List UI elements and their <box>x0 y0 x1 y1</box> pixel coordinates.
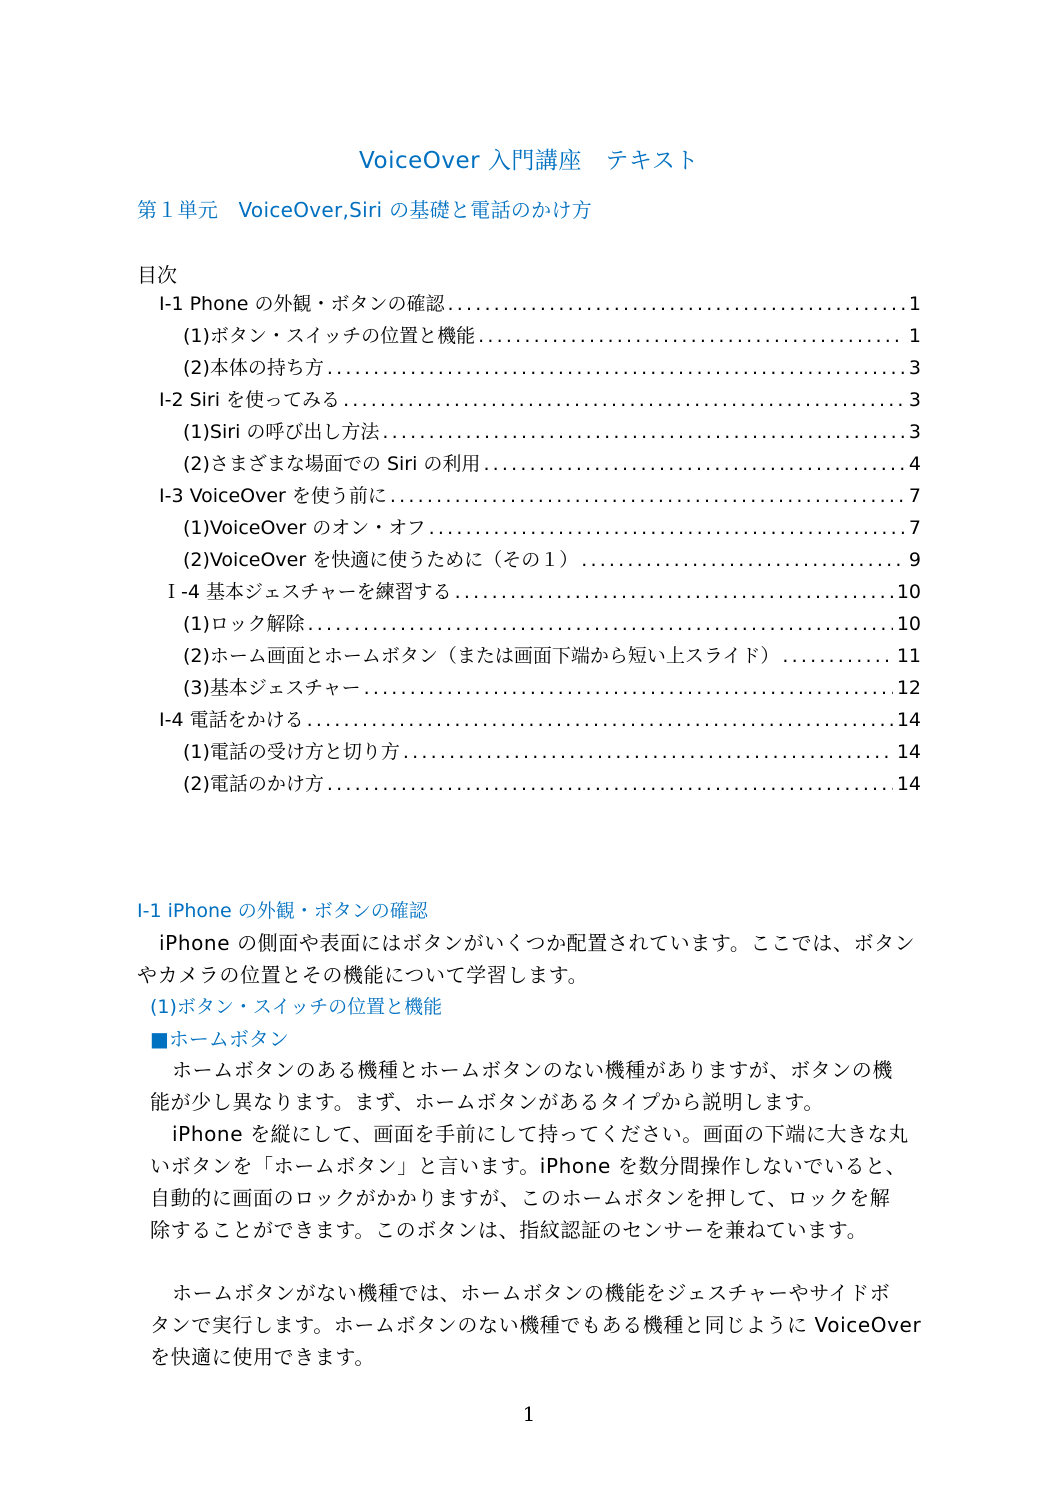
toc-entry-label: (1)ボタン・スイッチの位置と機能 <box>183 325 476 347</box>
page-number: 1 <box>522 1402 536 1426</box>
toc-entry[interactable] <box>183 739 921 765</box>
toc-entry-label: (1)電話の受け方と切り方 <box>183 741 400 763</box>
toc-leader-dots <box>478 323 905 349</box>
toc-entry[interactable] <box>183 547 921 573</box>
intro-line: やカメラの位置とその機能について学習します。 <box>137 963 589 987</box>
toc-leader-dots <box>403 739 893 765</box>
intro-line: iPhone の側面や表面にはボタンがいくつか配置されています。ここでは、ボタン <box>159 931 916 955</box>
paragraph-line: 能が少し異なります。まず、ホームボタンがあるタイプから説明します。 <box>150 1090 824 1114</box>
toc-entry[interactable] <box>183 323 921 349</box>
toc-entry[interactable] <box>159 483 921 509</box>
toc-entry[interactable] <box>159 387 921 413</box>
toc-entry[interactable] <box>183 355 921 381</box>
paragraph-line: iPhone を縦にして、画面を手前にして持ってください。画面の下端に大きな丸 <box>172 1122 909 1146</box>
toc-entry-page: 9 <box>908 549 921 571</box>
toc-entry-label: (1)VoiceOver のオン・オフ <box>183 517 426 539</box>
toc-entry-page: 3 <box>908 421 921 443</box>
subsection-heading: (1)ボタン・スイッチの位置と機能 <box>150 996 443 1018</box>
toc-entry-page: 3 <box>908 357 921 379</box>
toc-leader-dots <box>382 419 905 445</box>
toc-leader-dots <box>327 355 905 381</box>
toc-entry[interactable] <box>183 643 921 669</box>
toc-entry-page: 4 <box>908 453 921 475</box>
paragraph-line: 除することができます。このボタンは、指紋認証のセンサーを兼ねています。 <box>150 1218 868 1242</box>
paragraph-line: 自動的に画面のロックがかかりますが、このホームボタンを押して、ロックを解 <box>150 1186 891 1210</box>
section-heading: I-1 iPhone の外観・ボタンの確認 <box>137 900 428 922</box>
toc-entry-label: (2)電話のかけ方 <box>183 773 324 795</box>
toc-leader-dots <box>581 547 905 573</box>
toc-entry[interactable] <box>159 707 921 733</box>
toc-leader-dots <box>390 483 905 509</box>
toc-leader-dots <box>364 675 893 701</box>
toc-leader-dots <box>327 771 893 797</box>
toc-leader-dots <box>429 515 905 541</box>
toc-entry-label: (1)ロック解除 <box>183 613 305 635</box>
toc-entry-label: (2)ホーム画面とホームボタン（または画面下端から短い上スライド） <box>183 645 780 667</box>
toc-entry-page: 10 <box>896 613 921 635</box>
toc-entry[interactable] <box>183 675 921 701</box>
toc-leader-dots <box>782 643 892 669</box>
toc-entry[interactable] <box>162 579 921 605</box>
toc-heading: 目次 <box>137 263 177 287</box>
toc-entry[interactable] <box>159 291 921 317</box>
toc-leader-dots <box>483 451 904 477</box>
toc-entry-page: 10 <box>896 581 921 603</box>
paragraph-line: ホームボタンのある機種とホームボタンのない機種がありますが、ボタンの機 <box>172 1058 893 1082</box>
toc-entry-label: (1)Siri の呼び出し方法 <box>183 421 380 443</box>
toc-entry-label: I-1 Phone の外観・ボタンの確認 <box>159 293 445 315</box>
paragraph-line: ホームボタンがない機種では、ホームボタンの機能をジェスチャーやサイドボ <box>172 1281 891 1305</box>
paragraph-line: いボタンを「ホームボタン」と言います。iPhone を数分間操作しないでいると、 <box>150 1154 907 1178</box>
toc-entry-page: 14 <box>896 741 921 763</box>
toc-entry-label: (3)基本ジェスチャー <box>183 677 361 699</box>
home-button-heading: ■ホームボタン <box>150 1027 289 1051</box>
toc-entry-page: 7 <box>908 485 921 507</box>
toc-leader-dots <box>447 291 904 317</box>
toc-entry-page: 1 <box>908 325 921 347</box>
toc-leader-dots <box>307 707 893 733</box>
unit-title: 第１単元 VoiceOver,Siri の基礎と電話のかけ方 <box>137 198 593 222</box>
toc-entry[interactable] <box>183 451 921 477</box>
toc-entry-label: (2)VoiceOver を快適に使うために（その１） <box>183 549 579 571</box>
toc-entry-page: 11 <box>896 645 921 667</box>
paragraph-line: を快適に使用できます。 <box>150 1345 375 1369</box>
toc-entry-label: (2)さまざまな場面での Siri の利用 <box>183 453 481 475</box>
toc-entry-label: I-3 VoiceOver を使う前に <box>159 485 387 507</box>
toc-entry-page: 1 <box>908 293 921 315</box>
toc-leader-dots <box>308 611 893 637</box>
toc-entry-label: I-2 Siri を使ってみる <box>159 389 341 411</box>
toc-entry[interactable] <box>183 611 921 637</box>
toc-entry-label: (2)本体の持ち方 <box>183 357 324 379</box>
toc-entry[interactable] <box>183 771 921 797</box>
toc-entry-page: 3 <box>908 389 921 411</box>
toc-entry-page: 7 <box>908 517 921 539</box>
toc-entry[interactable] <box>183 515 921 541</box>
paragraph-line: タンで実行します。ホームボタンのない機種でもある機種と同じように VoiceOver <box>150 1313 922 1337</box>
toc-leader-dots <box>455 579 893 605</box>
document-title: VoiceOver 入門講座 テキスト <box>359 148 699 174</box>
toc-leader-dots <box>343 387 905 413</box>
toc-entry-label: I-4 電話をかける <box>159 709 304 731</box>
toc-entry-page: 14 <box>896 709 921 731</box>
toc-entry-label: Ｉ-4 基本ジェスチャーを練習する <box>162 581 452 603</box>
toc-entry-page: 14 <box>896 773 921 795</box>
toc-entry[interactable] <box>183 419 921 445</box>
toc-entry-page: 12 <box>896 677 921 699</box>
